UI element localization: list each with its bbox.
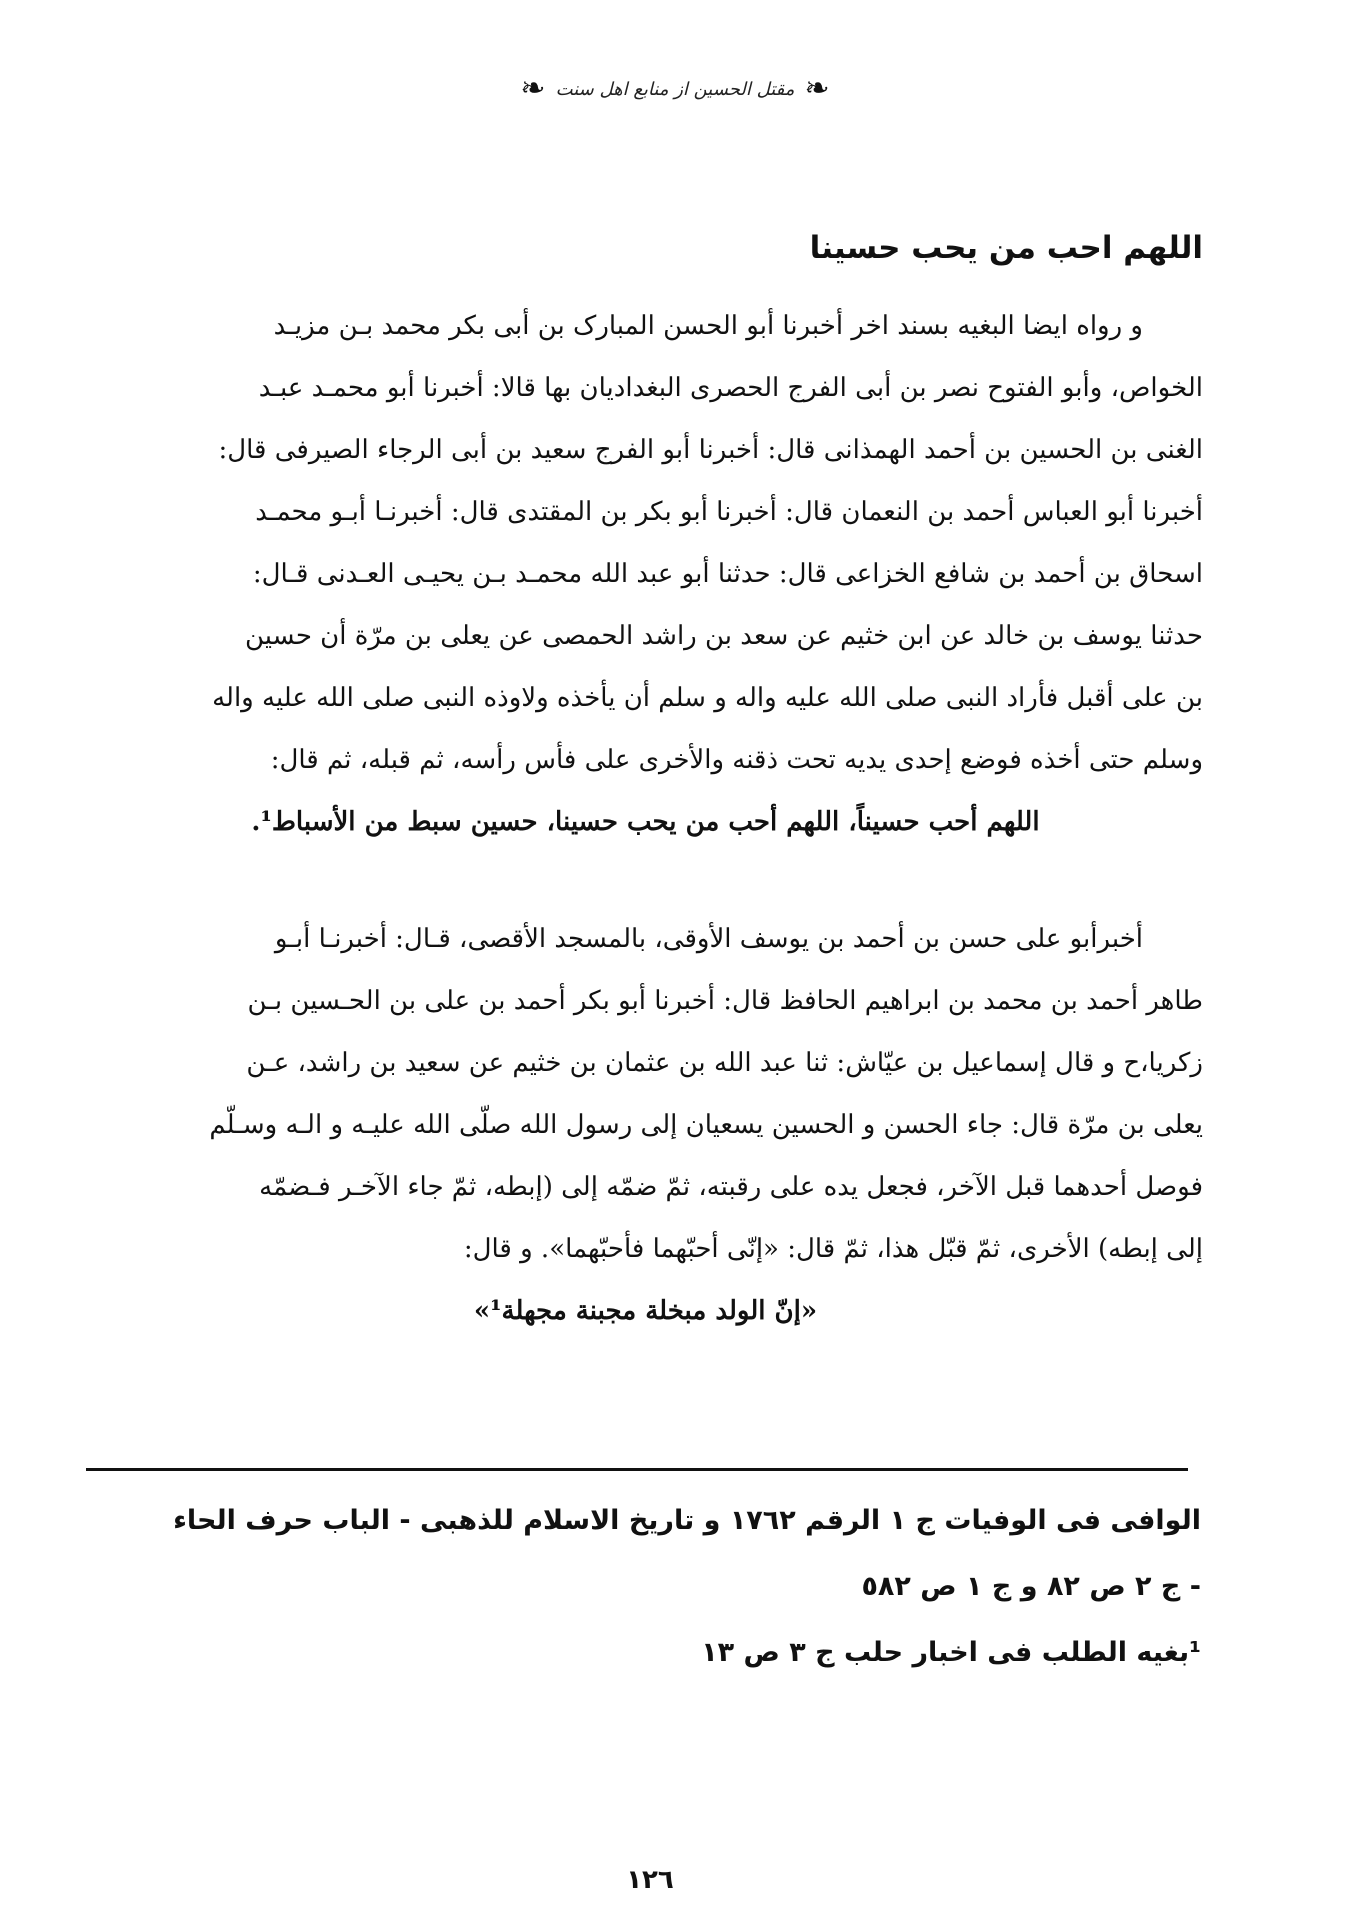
running-header-text: مقتل الحسين از منابع اهل سنت xyxy=(555,78,795,100)
footnote-line: الوافی فی الوفيات ج ١ الرقم ١٧٦٢ و تاريخ الاسلام للذهبی - الباب حرف الحاء xyxy=(173,1505,1201,1536)
paragraph-1 xyxy=(88,295,1203,853)
text-line: حدثنا يوسف بن خالد عن ابن خثيم عن سعد بن راشد الحمصی عن يعلی بن مرّة أن حسين xyxy=(244,621,1203,651)
quote-line: اللهم أحب حسيناً، اللهم أحب من يحب حسينا، حسين سبط من الأسباط¹. xyxy=(251,807,1040,837)
text-line: وسلم حتی أخذه فوضع إحدی يديه تحت ذقنه والأخری علی فأس رأسه، ثم قبله، ثم قال: xyxy=(270,745,1203,775)
text-line: طاهر أحمد بن محمد بن ابراهيم الحافظ قال: أخبرنا أبو بكر أحمد بن علی بن الحـسين بـن xyxy=(247,986,1203,1016)
paragraph-2 xyxy=(88,908,1203,1342)
footnote-divider xyxy=(86,1468,1188,1471)
text-line: أخبرأبو علی حسن بن أحمد بن يوسف الأوقی، بالمسجد الأقصی، قـال: أخبرنـا أبـو xyxy=(274,924,1143,954)
quote-line: «إنّ الولد مبخلة مجبنة مجهلة¹» xyxy=(473,1296,818,1326)
text-line: الخواص، وأبو الفتوح نصر بن أبى الفرج الحصری البغداديان بها قالا: أخبرنا أبو محمـد عبـد xyxy=(258,373,1203,403)
text-line: أخبرنا أبو العباس أحمد بن النعمان قال: أخبرنا أبو بكر بن المقتدی قال: أخبرنـا أبـو محمـد xyxy=(255,497,1203,527)
text-line: يعلی بن مرّة قال: جاء الحسن و الحسين يسعيان إلى رسول الله صلّى الله عليـه و الـه وسـلّم xyxy=(209,1110,1203,1140)
footnote-line: ¹بغيه الطلب فی اخبار حلب ج ٣ ص ١٣ xyxy=(701,1637,1201,1668)
text-line: فوصل أحدهما قبل الآخر، فجعل يده علی رقبته، ثمّ ضمّه إلی (إبطه، ثمّ جاء الآخـر فـضمّه xyxy=(259,1172,1203,1202)
text-line: اسحاق بن أحمد بن شافع الخزاعی قال: حدثنا أبو عبد الله محمـد بـن يحيـی العـدنی قـال: xyxy=(252,559,1203,589)
text-line: الغنی بن الحسين بن أحمد الهمذانی قال: أخبرنا أبو الفرج سعيد بن أبی الرجاء الصيرفی قال: xyxy=(218,435,1203,465)
page-number: ١٢٦ xyxy=(626,1865,674,1895)
ornament-icon: ❧ xyxy=(520,71,546,106)
text-line: بن علی أقبل فأراد النبی صلی الله عليه واله و سلم أن يأخذه ولاوذه النبی صلی الله عليه واله xyxy=(212,683,1203,713)
ornament-icon: ❧ xyxy=(804,71,830,106)
text-line: زكريا،ح و قال إسماعيل بن عيّاش: ثنا عبد الله بن عثمان بن خثيم عن سعيد بن راشد، عـن xyxy=(246,1048,1203,1078)
text-line: إلی إبطه) الأخری، ثمّ قبّل هذا، ثمّ قال: «إنّی أحبّهما فأحبّهما». و قال: xyxy=(463,1234,1203,1264)
text-line: و رواه ايضا البغيه بسند اخر أخبرنا أبو الحسن المبارک بن أبی بکر محمد بـن مزيـد xyxy=(273,311,1143,341)
footnotes xyxy=(86,1488,1201,1686)
section-heading: اللهم احب من يحب حسينا xyxy=(809,230,1203,266)
footnote-line: - ج ٢ ص ٨٢ و ج ١ ص ٥٨٢ xyxy=(861,1571,1201,1602)
running-header xyxy=(450,62,900,116)
